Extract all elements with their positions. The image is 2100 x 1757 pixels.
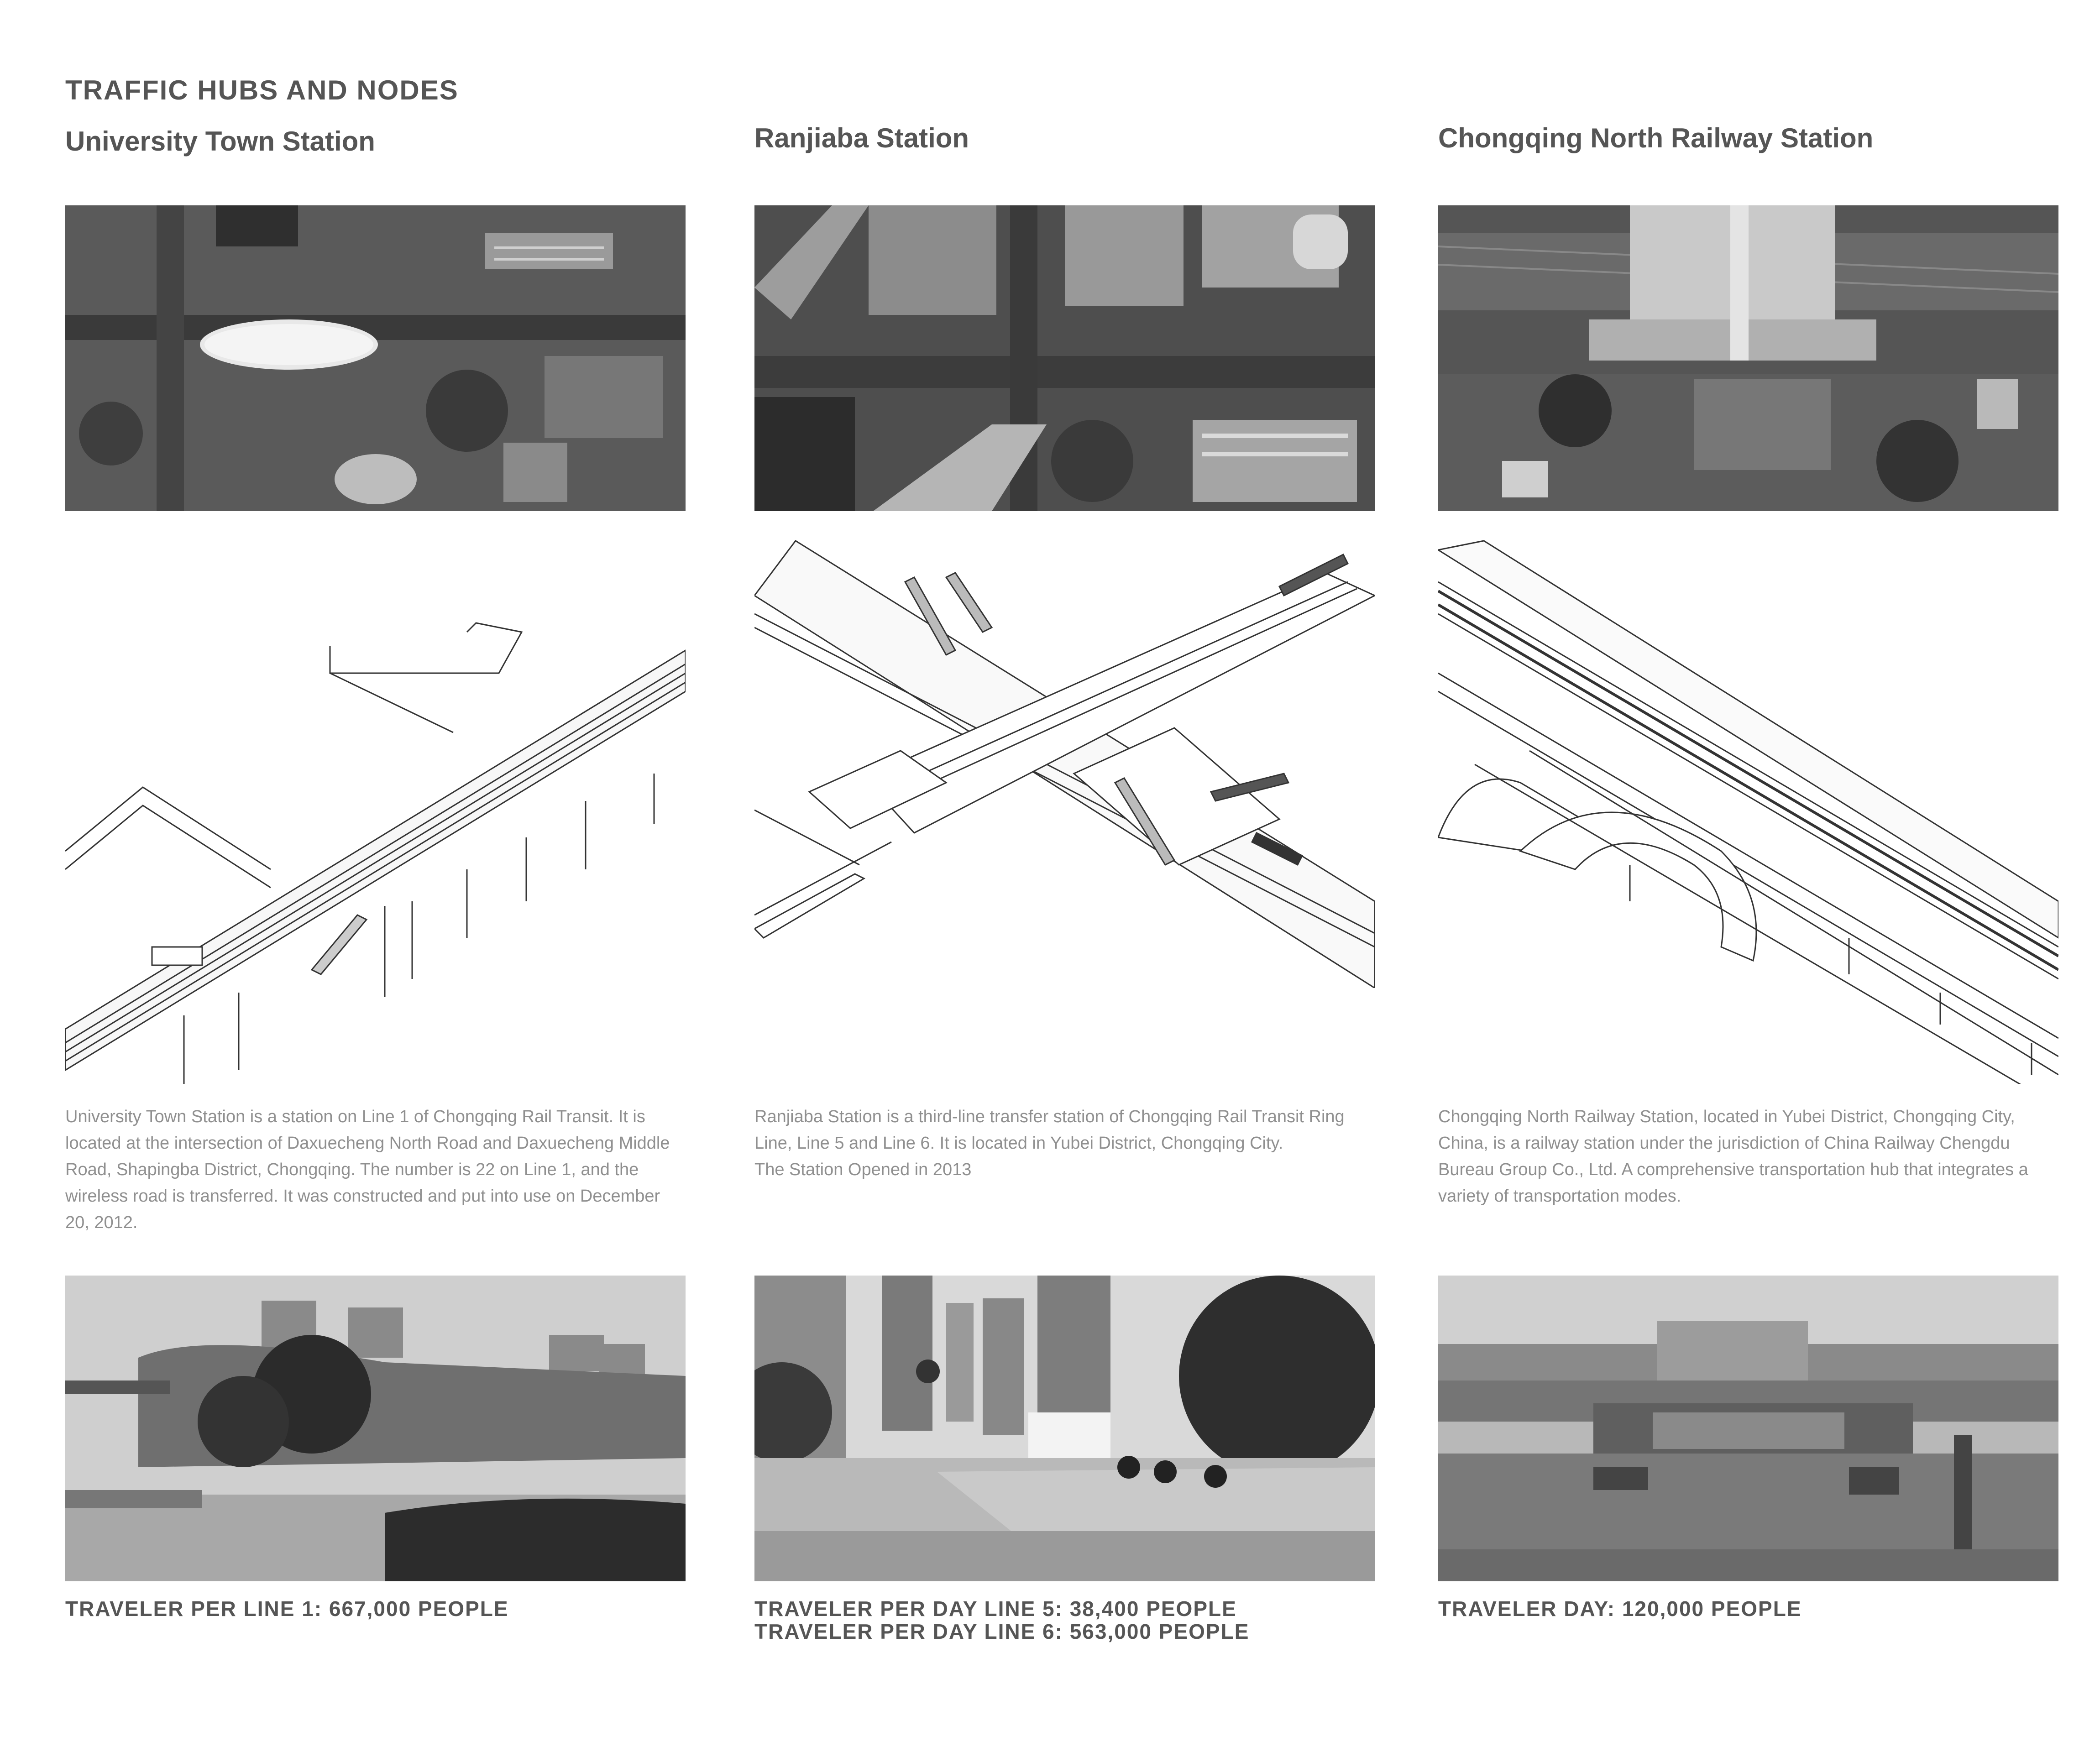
axonometric-drawing-ranjiaba: [754, 536, 1375, 988]
description-text: Ranjiaba Station is a third-line transfer station of Chongqing Rail Transit Ring Line, Line 5 and Line 6. It is located in Yubei District, Chongqing City.: [754, 1107, 1345, 1153]
station-title-ranjiaba: Ranjiaba Station: [754, 123, 969, 153]
axonometric-drawing-university-town: [65, 541, 686, 1088]
station-description: [754, 1103, 1362, 1183]
traveler-stat-line-5: TRAVELER PER DAY LINE 5: 38,400 PEOPLE: [754, 1597, 1237, 1621]
traveler-stat-line-6: TRAVELER PER DAY LINE 6: 563,000 PEOPLE: [754, 1620, 1250, 1643]
traveler-stats: [1438, 1597, 1802, 1620]
station-title-chongqing-north: Chongqing North Railway Station: [1438, 123, 1874, 153]
axonometric-drawing-chongqing-north: [1438, 536, 2058, 1084]
street-photo-university-town: [65, 1276, 686, 1581]
aerial-photo-chongqing-north: [1438, 205, 2058, 511]
aerial-photo-ranjiaba: [754, 205, 1375, 511]
station-description: [65, 1103, 672, 1236]
traveler-stat: TRAVELER PER LINE 1: 667,000 PEOPLE: [65, 1597, 509, 1621]
description-opening: The Station Opened in 2013: [754, 1160, 972, 1179]
description-text: Chongqing North Railway Station, located in Yubei District, Chongqing City, China, is a railway station under the jurisdiction of China Railway Chengdu Bureau Group Co., Ltd. A comprehensive transportation hub that integrates a variety of transportation modes.: [1438, 1107, 2028, 1206]
station-description: [1438, 1103, 2045, 1209]
aerial-photo-university-town: [65, 205, 686, 511]
traveler-stats: [65, 1597, 509, 1620]
station-title-university-town: University Town Station: [65, 126, 375, 157]
traveler-stats: [754, 1597, 1249, 1643]
page-title: TRAFFIC HUBS AND NODES: [65, 75, 459, 105]
street-photo-ranjiaba: [754, 1276, 1375, 1581]
description-text: University Town Station is a station on Line 1 of Chongqing Rail Transit. It is located at the intersection of Daxuecheng North Road and Daxuecheng Middle Road, Shapingba District, Chongqing. The number is 22 on Line 1, and the wireless road is transferred. It was constructed and put into use on December 20, 2012.: [65, 1107, 670, 1232]
street-photo-chongqing-north: [1438, 1276, 2058, 1581]
traveler-stat: TRAVELER DAY: 120,000 PEOPLE: [1438, 1597, 1802, 1621]
